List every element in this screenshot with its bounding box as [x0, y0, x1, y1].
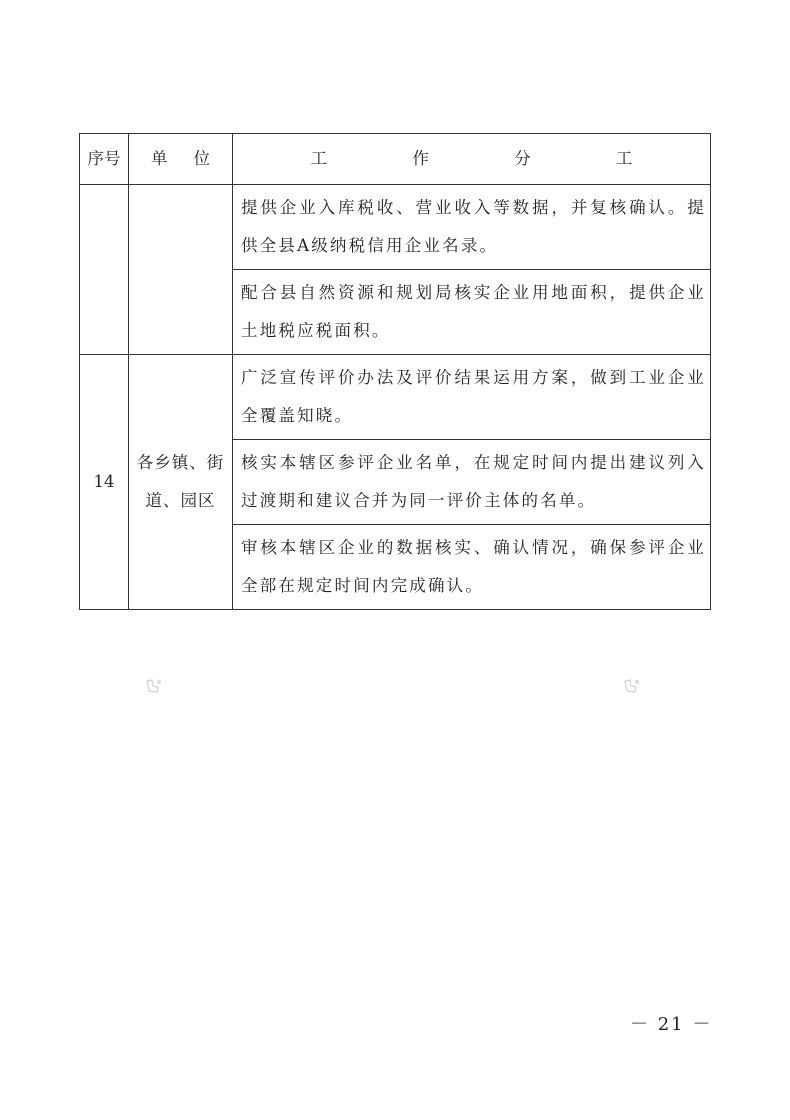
- header-seq: 序号: [80, 134, 129, 185]
- task-cell: 审核本辖区企业的数据核实、确认情况，确保参评企业全部在规定时间内完成确认。: [233, 525, 711, 610]
- work-division-table: [79, 133, 711, 610]
- page-number: － 21 －: [630, 1014, 713, 1035]
- task-cell: 核实本辖区参评企业名单，在规定时间内提出建议列入过渡期和建议合并为同一评价主体的名单。: [233, 440, 711, 525]
- header-unit: 单 位: [129, 134, 233, 185]
- row-unit: 各乡镇、街道、园区: [129, 355, 233, 610]
- table-row: [80, 185, 711, 270]
- row-seq: [80, 185, 129, 355]
- table-row: [80, 355, 711, 440]
- task-cell: 配合县自然资源和规划局核实企业用地面积，提供企业土地税应税面积。: [233, 270, 711, 355]
- header-work: 工 作 分 工: [233, 134, 711, 185]
- table-header-row: [80, 134, 711, 185]
- faint-mark-icon: [622, 676, 642, 696]
- row-seq: 14: [80, 355, 129, 610]
- faint-mark-icon: [144, 676, 164, 696]
- task-cell: 提供企业入库税收、营业收入等数据，并复核确认。提供全县A级纳税信用企业名录。: [233, 185, 711, 270]
- row-unit: [129, 185, 233, 355]
- task-cell: 广泛宣传评价办法及评价结果运用方案，做到工业企业全覆盖知晓。: [233, 355, 711, 440]
